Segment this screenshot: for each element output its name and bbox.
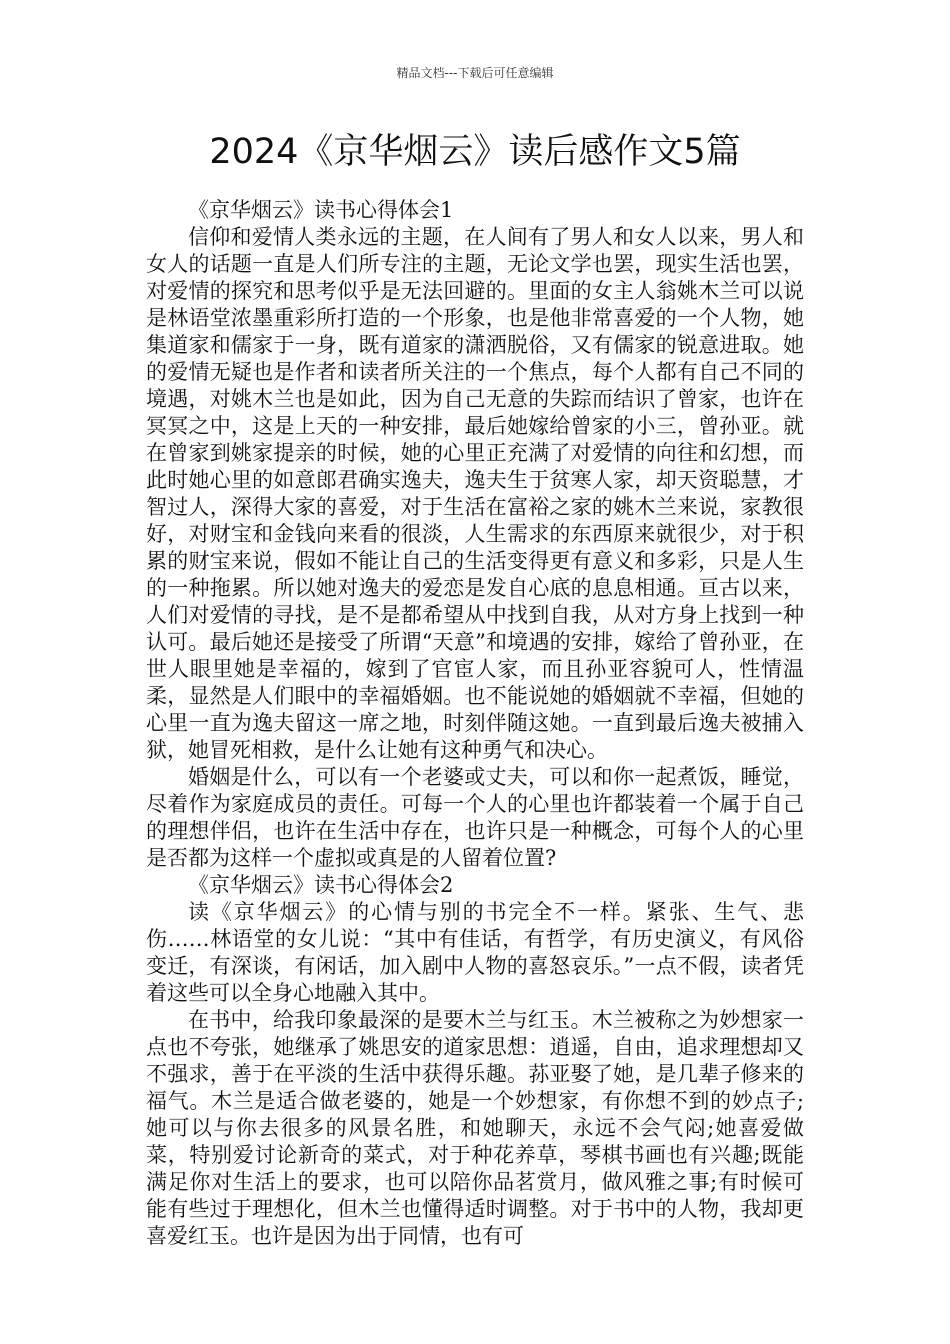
- section-heading-2: 《京华烟云》读书心得体会2: [188, 873, 454, 897]
- document-title: 2024《京华烟云》读后感作文5篇: [209, 132, 741, 172]
- document-body: [146, 197, 804, 1250]
- section-heading-1: 《京华烟云》读书心得体会1: [188, 198, 454, 222]
- paragraph: 读《京华烟云》的心情与别的书完全不一样。紧张、生气、悲伤……林语堂的女儿说：“其中有佳话，有哲学，有历史演义，有风俗变迁，有深谈，有闲话，加入剧中人物的喜怒哀乐。”一点不假，读者凭着这些可以全身心地融入其中。: [146, 900, 804, 1005]
- header-note: 精品文档---下载后可任意编辑: [396, 66, 554, 80]
- paragraph: 信仰和爱情人类永远的主题，在人间有了男人和女人以来，男人和女人的话题一直是人们所专注的主题，无论文学也罢，现实生活也罢，对爱情的探究和思考似乎是无法回避的。里面的女主人翁姚木兰可以说是林语堂浓墨重彩所打造的一个形象，也是他非常喜爱的一个人物，她集道家和儒家于一身，既有道家的潇洒脱俗，又有儒家的锐意进取。她的爱情无疑也是作者和读者所关注的一个焦点，每个人都有自己不同的境遇，对姚木兰也是如此，因为自己无意的失踪而结识了曾家，也许在冥冥之中，这是上天的一种安排，最后她嫁给曾家的小三，曾孙亚。就在曾家到姚家提亲的时候，她的心里正充满了对爱情的向往和幻想，而此时她心里的如意郎君确实逸夫，逸夫生于贫寒人家，却天资聪慧，才智过人，深得大家的喜爱，对于生活在富裕之家的姚木兰来说，家教很好，对财宝和金钱向来看的很淡，人生需求的东西原来就很少，对于积累的财宝来说，假如不能让自己的生活变得更有意义和多彩，只是人生的一种拖累。所以她对逸夫的爱恋是发自心底的息息相通。亘古以来，人们对爱情的寻找，是不是都希望从中找到自我，从对方身上找到一种认可。最后她还是接受了所谓“天意”和境遇的安排，嫁给了曾孙亚，在世人眼里她是幸福的，嫁到了官宦人家，而且孙亚容貌可人，性情温柔，显然是人们眼中的幸福婚姻。也不能说她的婚姻就不幸福，但她的心里一直为逸夫留这一席之地，时刻伴随这她。一直到最后逸夫被捕入狱，她冒死相救，是什么让她有这种勇气和决心。: [146, 225, 804, 762]
- paragraph: 婚姻是什么，可以有一个老婆或丈夫，可以和你一起煮饭，睡觉，尽着作为家庭成员的责任。可每一个人的心里也许都装着一个属于自己的理想伴侣，也许在生活中存在，也许只是一种概念，可每个人的心里是否都为这样一个虚拟或真是的人留着位置?: [146, 765, 804, 870]
- paragraph: 在书中，给我印象最深的是要木兰与红玉。木兰被称之为妙想家一点也不夸张，她继承了姚思安的道家思想：逍遥，自由，追求理想却又不强求，善于在平淡的生活中获得乐趣。荪亚娶了她，是几辈子修来的福气。木兰是适合做老婆的，她是一个妙想家，有你想不到的妙点子;她可以与你去很多的风景名胜，和她聊天，永远不会气闷;她喜爱做菜，特别爱讨论新奇的菜式，对于种花养草，琴棋书画也有兴趣;既能满足你对生活上的要求，也可以陪你品茗赏月，做风雅之事;有时候可能有些过于理想化，但木兰也懂得适时调整。对于书中的人物，我却更喜爱红玉。也许是因为出于同情，也有可: [146, 1008, 804, 1248]
